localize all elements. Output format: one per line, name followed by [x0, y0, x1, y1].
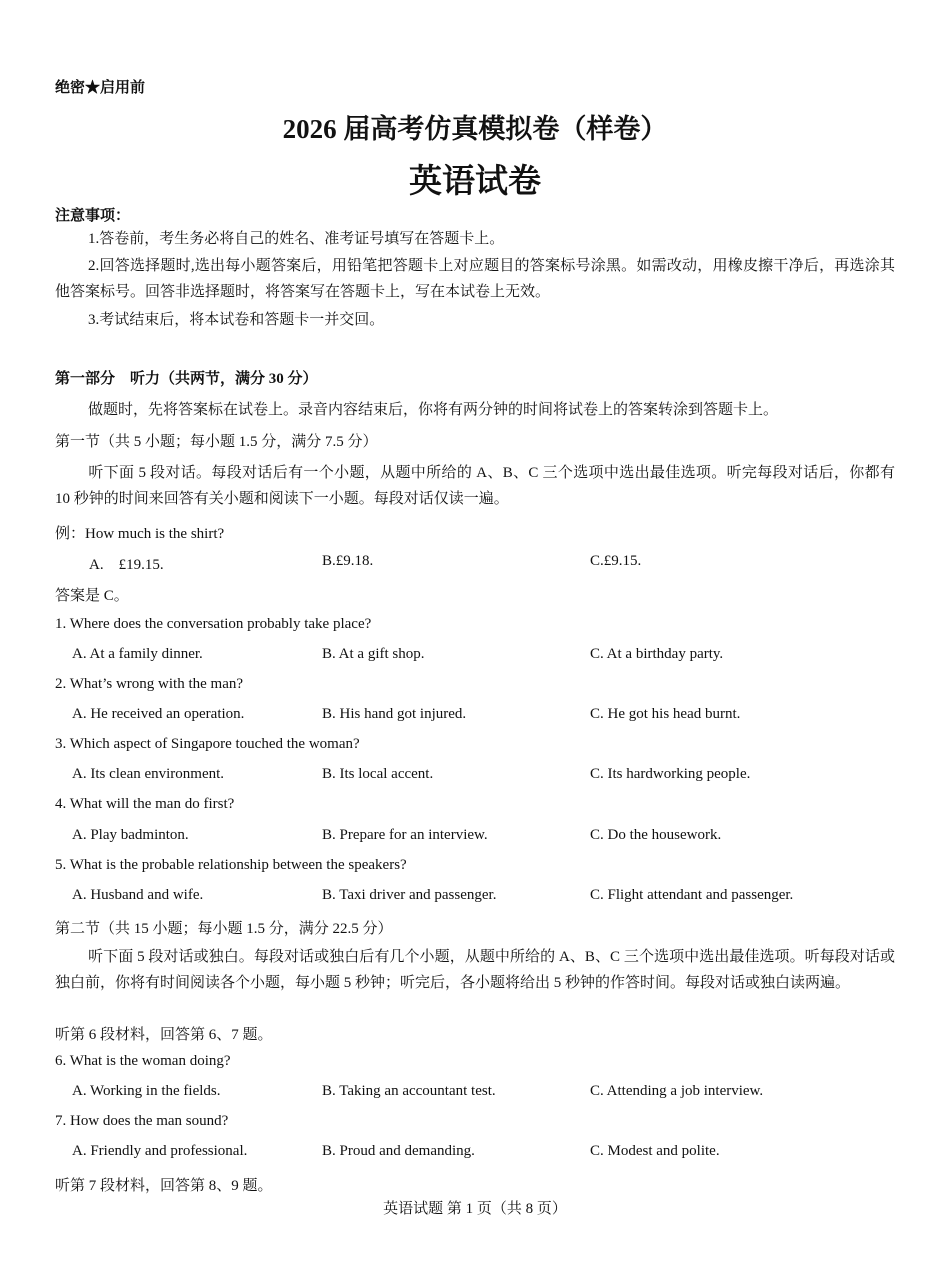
option-c: C. Flight attendant and passenger. [590, 887, 794, 903]
question-text: 5. What is the probable relationship between the speakers? [55, 857, 407, 873]
option-b: B. Proud and demanding. [322, 1143, 475, 1159]
question-text: 7. How does the man sound? [55, 1113, 229, 1129]
option-c: C. Modest and polite. [590, 1143, 720, 1159]
option-a: A. At a family dinner. [72, 646, 203, 662]
listen-instruction-6: 听第 6 段材料，回答第 6、7 题。 [55, 1027, 273, 1043]
example-option-b: B.£9.18. [322, 553, 374, 569]
option-b: B. Prepare for an interview. [322, 827, 488, 843]
option-b: B. At a gift shop. [322, 646, 425, 662]
exam-subject: 英语试卷 [409, 164, 541, 200]
question-text: 3. Which aspect of Singapore touched the woman? [55, 736, 360, 752]
notice-item-3: 3.考试结束后，将本试卷和答题卡一并交回。 [88, 312, 385, 328]
section1-intro: 听下面 5 段对话。每段对话后有一个小题，从题中所给的 A、B、C 三个选项中选出最佳选项。听完每段对话后，你都有 10 秒钟的时间来回答有关小题和阅读下一小题。每段对话仅读一遍。 [55, 465, 895, 507]
option-b: B. Taxi driver and passenger. [322, 887, 497, 903]
example-option-a: A. £19.15. [89, 557, 164, 573]
confidential-mark: 绝密★启用前 [55, 80, 146, 96]
part1-heading: 第一部分 听力（共两节，满分 30 分） [55, 371, 318, 387]
option-c: C. At a birthday party. [590, 646, 724, 662]
option-a: A. He received an operation. [72, 706, 245, 722]
option-b: B. His hand got injured. [322, 706, 467, 722]
option-c: C. Do the housework. [590, 827, 722, 843]
section2-intro: 听下面 5 段对话或独白。每段对话或独白后有几个小题，从题中所给的 A、B、C 三个选项中选出最佳选项。听每段对话或独白前，你将有时间阅读各个小题，每小题 5 秒钟；听完后，各小题将给出 5 秒钟的作答时间。每段对话或独白读两遍。 [55, 949, 895, 991]
exam-title: 2026 届高考仿真模拟卷（样卷） [282, 114, 668, 144]
option-c: C. He got his head burnt. [590, 706, 741, 722]
example-question: 例：How much is the shirt? [55, 526, 225, 542]
section1-heading: 第一节（共 5 小题；每小题 1.5 分，满分 7.5 分） [55, 434, 378, 450]
notice-item-2: 2.回答选择题时,选出每小题答案后，用铅笔把答题卡上对应题目的答案标号涂黑。如需改动，用橡皮擦干净后，再选涂其他答案标号。回答非选择题时，将答案写在答题卡上，写在本试卷上无效。 [55, 258, 895, 300]
option-a: A. Husband and wife. [72, 887, 204, 903]
question-text: 1. Where does the conversation probably take place? [55, 616, 372, 632]
option-c: C. Its hardworking people. [590, 766, 751, 782]
option-a: A. Friendly and professional. [72, 1143, 248, 1159]
option-a: A. Play badminton. [72, 827, 189, 843]
example-answer: 答案是 C。 [55, 588, 129, 604]
option-b: B. Its local accent. [322, 766, 434, 782]
option-b: B. Taking an accountant test. [322, 1083, 496, 1099]
option-a: A. Its clean environment. [72, 766, 225, 782]
section2-heading: 第二节（共 15 小题；每小题 1.5 分，满分 22.5 分） [55, 921, 393, 937]
question-text: 6. What is the woman doing? [55, 1053, 231, 1069]
notice-item-1: 1.答卷前，考生务必将自己的姓名、准考证号填写在答题卡上。 [88, 231, 505, 247]
option-c: C. Attending a job interview. [590, 1083, 764, 1099]
notice-heading: 注意事项： [55, 208, 131, 224]
question-text: 4. What will the man do first? [55, 796, 235, 812]
question-text: 2. What’s wrong with the man? [55, 676, 244, 692]
part1-intro: 做题时，先将答案标在试卷上。录音内容结束后，你将有两分钟的时间将试卷上的答案转涂到答题卡上。 [88, 402, 779, 418]
page-footer: 英语试题 第 1 页（共 8 页） [383, 1201, 567, 1217]
listen-instruction-7: 听第 7 段材料，回答第 8、9 题。 [55, 1178, 273, 1194]
option-a: A. Working in the fields. [72, 1083, 221, 1099]
example-option-c: C.£9.15. [590, 553, 642, 569]
